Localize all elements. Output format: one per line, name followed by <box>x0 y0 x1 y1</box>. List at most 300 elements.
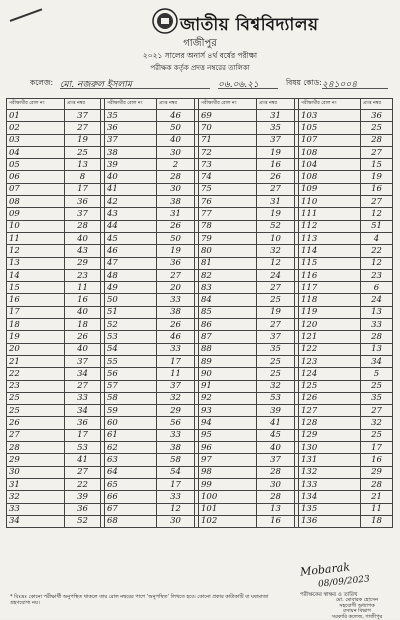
mark-cell: 29 <box>65 257 101 269</box>
roll-number-cell: 18 <box>7 319 65 331</box>
table-row <box>7 220 393 232</box>
mark-cell: 46 <box>157 110 195 122</box>
roll-number-cell: 97 <box>199 454 257 466</box>
roll-number-cell: 23 <box>7 380 65 392</box>
mark-cell: 19 <box>257 146 295 158</box>
roll-number-cell: 76 <box>199 196 257 208</box>
roll-number-cell: 91 <box>199 380 257 392</box>
mark-cell: 19 <box>257 306 295 318</box>
roll-number-cell: 20 <box>7 343 65 355</box>
mark-cell: 25 <box>257 355 295 367</box>
roll-number-cell: 80 <box>199 245 257 257</box>
exam-title: ২০২১ সালের অনার্স ৪র্থ বর্ষের পরীক্ষা <box>142 51 258 60</box>
roll-number-cell: 86 <box>199 319 257 331</box>
roll-number-cell: 31 <box>7 478 65 490</box>
university-logo-icon <box>152 8 178 34</box>
mark-cell: 30 <box>157 515 195 527</box>
mark-cell: 21 <box>361 491 393 503</box>
mark-cell: 16 <box>361 454 393 466</box>
roll-number-cell: 16 <box>7 294 65 306</box>
roll-number-cell: 10 <box>7 220 65 232</box>
mark-cell: 43 <box>65 245 101 257</box>
roll-number-cell: 59 <box>105 405 157 417</box>
table-row <box>7 405 393 417</box>
roll-number-cell: 62 <box>105 442 157 454</box>
roll-number-cell: 70 <box>199 122 257 134</box>
roll-number-cell: 12 <box>7 245 65 257</box>
roll-number-cell: 56 <box>105 368 157 380</box>
roll-number-cell: 122 <box>299 343 361 355</box>
roll-number-cell: 119 <box>299 306 361 318</box>
roll-number-cell: 14 <box>7 269 65 281</box>
roll-number-cell: 117 <box>299 282 361 294</box>
roll-number-cell: 22 <box>7 368 65 380</box>
mark-cell: 16 <box>65 294 101 306</box>
roll-number-cell: 35 <box>105 110 157 122</box>
roll-number-cell: 115 <box>299 257 361 269</box>
mark-cell: 36 <box>157 257 195 269</box>
mark-cell: 40 <box>65 232 101 244</box>
mark-cell: 36 <box>65 196 101 208</box>
roll-number-cell: 112 <box>299 220 361 232</box>
roll-number-cell: 83 <box>199 282 257 294</box>
mark-cell: 56 <box>157 417 195 429</box>
header-mark-1: প্রাপ্ত নম্বর <box>65 99 101 110</box>
mark-cell: 45 <box>257 429 295 441</box>
table-row <box>7 183 393 195</box>
mark-cell: 19 <box>157 245 195 257</box>
roll-number-cell: 89 <box>199 355 257 367</box>
mark-cell: 17 <box>157 478 195 490</box>
roll-number-cell: 101 <box>199 503 257 515</box>
mark-cell: 25 <box>361 429 393 441</box>
table-row <box>7 245 393 257</box>
roll-number-cell: 133 <box>299 478 361 490</box>
table-row <box>7 257 393 269</box>
roll-number-cell: 79 <box>199 232 257 244</box>
roll-number-cell: 19 <box>7 331 65 343</box>
mark-cell: 13 <box>361 343 393 355</box>
mark-cell: 25 <box>361 122 393 134</box>
mark-cell: 22 <box>65 478 101 490</box>
mark-cell: 39 <box>65 491 101 503</box>
mark-cell: 40 <box>65 343 101 355</box>
roll-number-cell: 49 <box>105 282 157 294</box>
roll-number-cell: 42 <box>105 196 157 208</box>
table-row <box>7 355 393 367</box>
header-mark-4: প্রাপ্ত নম্বর <box>361 99 393 110</box>
roll-number-cell: 99 <box>199 478 257 490</box>
mark-cell: 32 <box>157 392 195 404</box>
mark-cell: 16 <box>257 159 295 171</box>
roll-number-cell: 32 <box>7 491 65 503</box>
sheet-title: পরীক্ষক কর্তৃক প্রদত্ত নম্বরের তালিকা <box>150 64 250 72</box>
mark-cell: 17 <box>157 355 195 367</box>
roll-number-cell: 130 <box>299 442 361 454</box>
roll-number-cell: 43 <box>105 208 157 220</box>
mark-cell: 19 <box>361 171 393 183</box>
mark-cell: 33 <box>65 392 101 404</box>
roll-number-cell: 04 <box>7 146 65 158</box>
roll-number-cell: 118 <box>299 294 361 306</box>
mark-cell: 17 <box>65 429 101 441</box>
mark-cell: 28 <box>361 134 393 146</box>
mark-cell: 32 <box>257 245 295 257</box>
roll-number-cell: 47 <box>105 257 157 269</box>
mark-cell: 40 <box>157 134 195 146</box>
mark-cell: 34 <box>361 355 393 367</box>
roll-number-cell: 116 <box>299 269 361 281</box>
table-row <box>7 429 393 441</box>
table-row <box>7 122 393 134</box>
table-row <box>7 282 393 294</box>
roll-number-cell: 105 <box>299 122 361 134</box>
table-row <box>7 478 393 490</box>
mark-cell: 12 <box>157 503 195 515</box>
roll-number-cell: 120 <box>299 319 361 331</box>
roll-number-cell: 29 <box>7 454 65 466</box>
mark-cell: 8 <box>65 171 101 183</box>
roll-number-cell: 37 <box>105 134 157 146</box>
table-row <box>7 146 393 158</box>
mark-cell: 50 <box>157 232 195 244</box>
roll-number-cell: 108 <box>299 171 361 183</box>
roll-number-cell: 87 <box>199 331 257 343</box>
roll-number-cell: 74 <box>199 171 257 183</box>
mark-cell: 35 <box>257 343 295 355</box>
table-row <box>7 159 393 171</box>
mark-cell: 28 <box>65 220 101 232</box>
roll-number-cell: 123 <box>299 355 361 367</box>
table-row <box>7 110 393 122</box>
examiner-stamp: মো. মোবারক হোসেন সহযোগী অধ্যাপক রসায়ন বিভাগ সরকারি কলেজ, গাজীপুর <box>331 597 383 620</box>
roll-number-cell: 69 <box>199 110 257 122</box>
roll-number-cell: 102 <box>199 515 257 527</box>
roll-number-cell: 25 <box>7 392 65 404</box>
roll-number-cell: 93 <box>199 405 257 417</box>
mark-cell: 27 <box>65 122 101 134</box>
mark-cell: 6 <box>361 282 393 294</box>
roll-number-cell: 50 <box>105 294 157 306</box>
mark-cell: 17 <box>361 442 393 454</box>
table-row <box>7 503 393 515</box>
marks-table <box>6 98 393 528</box>
roll-number-cell: 88 <box>199 343 257 355</box>
roll-number-cell: 11 <box>7 232 65 244</box>
table-row <box>7 466 393 478</box>
table-row <box>7 368 393 380</box>
mark-cell: 15 <box>361 159 393 171</box>
mark-cell: 52 <box>257 220 295 232</box>
mark-cell: 33 <box>157 429 195 441</box>
roll-number-cell: 67 <box>105 503 157 515</box>
subject-code-field <box>322 77 388 89</box>
roll-number-cell: 58 <box>105 392 157 404</box>
header-mark-2: প্রাপ্ত নম্বর <box>157 99 195 110</box>
roll-number-cell: 104 <box>299 159 361 171</box>
mark-cell: 41 <box>65 454 101 466</box>
mark-cell: 33 <box>157 294 195 306</box>
roll-number-cell: 44 <box>105 220 157 232</box>
table-row <box>7 515 393 527</box>
mark-cell: 12 <box>257 257 295 269</box>
mark-cell: 31 <box>257 196 295 208</box>
mark-cell: 25 <box>361 380 393 392</box>
table-header-row <box>7 99 393 110</box>
roll-number-cell: 114 <box>299 245 361 257</box>
mark-cell: 30 <box>157 183 195 195</box>
roll-number-cell: 100 <box>199 491 257 503</box>
table-row <box>7 171 393 183</box>
roll-number-cell: 17 <box>7 306 65 318</box>
mark-cell: 51 <box>361 220 393 232</box>
roll-number-cell: 06 <box>7 171 65 183</box>
subject-code-label: বিষয় কোড: <box>286 78 322 87</box>
roll-number-cell: 124 <box>299 368 361 380</box>
roll-number-cell: 128 <box>299 417 361 429</box>
mark-cell: 27 <box>65 466 101 478</box>
mark-cell: 27 <box>257 319 295 331</box>
roll-number-cell: 61 <box>105 429 157 441</box>
mark-cell: 35 <box>257 122 295 134</box>
footnote: * বিঃদ্রঃ কোনো পরীক্ষার্থী অনুপস্থিত থাকলে তার রোল নম্বরের পাশে ‘অনুপস্থিত’ লিখতে হবে। কোনো প্রকার কাটাকাটি বা ঘষামাজা গ্রহণযোগ্য নয়। <box>10 594 269 606</box>
table-row <box>7 269 393 281</box>
college-label: কলেজ: <box>30 78 54 87</box>
mark-cell: 25 <box>257 368 295 380</box>
roll-number-cell: 27 <box>7 429 65 441</box>
roll-number-cell: 64 <box>105 466 157 478</box>
mark-cell: 26 <box>157 220 195 232</box>
mark-cell: 17 <box>65 183 101 195</box>
table-row <box>7 294 393 306</box>
mark-cell: 19 <box>65 134 101 146</box>
mark-cell: 40 <box>257 442 295 454</box>
mark-cell: 53 <box>65 442 101 454</box>
mark-cell: 31 <box>157 208 195 220</box>
roll-number-cell: 78 <box>199 220 257 232</box>
mark-cell: 34 <box>65 405 101 417</box>
roll-number-cell: 95 <box>199 429 257 441</box>
college-field <box>60 77 210 89</box>
roll-number-cell: 135 <box>299 503 361 515</box>
mark-cell: 39 <box>257 405 295 417</box>
signature-date: 08/09/2023 <box>317 574 371 590</box>
table-row <box>7 380 393 392</box>
roll-number-cell: 129 <box>299 429 361 441</box>
header-roll-1: পরীক্ষার্থীর রোল নং <box>7 99 65 110</box>
mark-cell: 30 <box>157 146 195 158</box>
mark-cell: 50 <box>157 122 195 134</box>
roll-number-cell: 54 <box>105 343 157 355</box>
examiner-signature: Mobarak <box>299 560 351 579</box>
mark-cell: 26 <box>157 319 195 331</box>
mark-cell: 22 <box>361 245 393 257</box>
roll-number-cell: 72 <box>199 146 257 158</box>
date-value: ০৬.০৬.২১ <box>218 80 259 90</box>
table-row <box>7 232 393 244</box>
college-value: মো. নজরুল ইসলাম <box>60 80 132 90</box>
roll-number-cell: 28 <box>7 442 65 454</box>
mark-cell: 28 <box>361 478 393 490</box>
mark-cell: 46 <box>157 331 195 343</box>
table-row <box>7 454 393 466</box>
subject-code-value: ২৪১০০৪ <box>322 80 358 90</box>
roll-number-cell: 113 <box>299 232 361 244</box>
university-name: জাতীয় বিশ্ববিদ্যালয় <box>180 15 319 35</box>
roll-number-cell: 71 <box>199 134 257 146</box>
roll-number-cell: 57 <box>105 380 157 392</box>
roll-number-cell: 21 <box>7 355 65 367</box>
roll-number-cell: 25 <box>7 405 65 417</box>
roll-number-cell: 94 <box>199 417 257 429</box>
date-field <box>218 77 278 89</box>
mark-cell: 4 <box>361 232 393 244</box>
mark-cell: 13 <box>257 503 295 515</box>
roll-number-cell: 15 <box>7 282 65 294</box>
roll-number-cell: 108 <box>299 146 361 158</box>
city-name: গাজীপুর <box>183 38 217 49</box>
roll-number-cell: 126 <box>299 392 361 404</box>
roll-number-cell: 73 <box>199 159 257 171</box>
mark-cell: 41 <box>257 417 295 429</box>
mark-cell: 19 <box>257 208 295 220</box>
roll-number-cell: 63 <box>105 454 157 466</box>
mark-cell: 13 <box>361 306 393 318</box>
roll-number-cell: 52 <box>105 319 157 331</box>
mark-cell: 16 <box>361 183 393 195</box>
mark-cell: 23 <box>361 269 393 281</box>
roll-number-cell: 111 <box>299 208 361 220</box>
mark-cell: 38 <box>157 196 195 208</box>
mark-cell: 18 <box>361 515 393 527</box>
roll-number-cell: 08 <box>7 196 65 208</box>
roll-number-cell: 38 <box>105 146 157 158</box>
roll-number-cell: 46 <box>105 245 157 257</box>
mark-cell: 10 <box>257 232 295 244</box>
mark-cell: 30 <box>257 478 295 490</box>
mark-cell: 36 <box>65 503 101 515</box>
roll-number-cell: 66 <box>105 491 157 503</box>
mark-cell: 23 <box>65 269 101 281</box>
roll-number-cell: 07 <box>7 183 65 195</box>
mark-cell: 28 <box>257 466 295 478</box>
roll-number-cell: 127 <box>299 405 361 417</box>
roll-number-cell: 36 <box>105 122 157 134</box>
mark-cell: 32 <box>257 380 295 392</box>
mark-cell: 2 <box>157 159 195 171</box>
mark-cell: 20 <box>157 282 195 294</box>
mark-cell: 38 <box>157 306 195 318</box>
roll-number-cell: 01 <box>7 110 65 122</box>
roll-number-cell: 82 <box>199 269 257 281</box>
roll-number-cell: 53 <box>105 331 157 343</box>
mark-cell: 53 <box>257 392 295 404</box>
mark-cell: 25 <box>257 294 295 306</box>
table-row <box>7 343 393 355</box>
roll-number-cell: 81 <box>199 257 257 269</box>
roll-number-cell: 34 <box>7 515 65 527</box>
mark-cell: 32 <box>361 417 393 429</box>
mark-cell: 26 <box>65 331 101 343</box>
mark-cell: 31 <box>257 110 295 122</box>
table-row <box>7 319 393 331</box>
mark-cell: 33 <box>361 319 393 331</box>
mark-cell: 37 <box>157 380 195 392</box>
roll-number-cell: 136 <box>299 515 361 527</box>
mark-cell: 25 <box>65 146 101 158</box>
roll-number-cell: 41 <box>105 183 157 195</box>
roll-number-cell: 75 <box>199 183 257 195</box>
roll-number-cell: 103 <box>299 110 361 122</box>
mark-cell: 28 <box>157 171 195 183</box>
info-row <box>30 77 390 92</box>
roll-number-cell: 40 <box>105 171 157 183</box>
mark-cell: 28 <box>257 491 295 503</box>
roll-number-cell: 132 <box>299 466 361 478</box>
mark-cell: 35 <box>361 392 393 404</box>
roll-number-cell: 48 <box>105 269 157 281</box>
mark-cell: 34 <box>65 368 101 380</box>
mark-cell: 11 <box>361 503 393 515</box>
table-row <box>7 442 393 454</box>
roll-number-cell: 98 <box>199 466 257 478</box>
mark-cell: 13 <box>65 159 101 171</box>
mark-cell: 12 <box>361 208 393 220</box>
mark-cell: 16 <box>257 515 295 527</box>
mark-cell: 37 <box>257 134 295 146</box>
roll-number-cell: 02 <box>7 122 65 134</box>
mark-cell: 36 <box>361 110 393 122</box>
mark-cell: 18 <box>65 319 101 331</box>
roll-number-cell: 125 <box>299 380 361 392</box>
mark-cell: 24 <box>257 269 295 281</box>
mark-cell: 58 <box>157 454 195 466</box>
table-row <box>7 306 393 318</box>
mark-cell: 24 <box>361 294 393 306</box>
mark-cell: 26 <box>257 171 295 183</box>
mark-cell: 29 <box>157 405 195 417</box>
mark-cell: 38 <box>157 442 195 454</box>
roll-number-cell: 134 <box>299 491 361 503</box>
table-row <box>7 491 393 503</box>
mark-cell: 37 <box>257 331 295 343</box>
mark-cell: 52 <box>65 515 101 527</box>
mark-cell: 37 <box>65 208 101 220</box>
mark-cell: 33 <box>157 491 195 503</box>
roll-number-cell: 51 <box>105 306 157 318</box>
mark-cell: 11 <box>65 282 101 294</box>
corner-mark <box>10 8 45 27</box>
header-mark-3: প্রাপ্ত নম্বর <box>257 99 295 110</box>
table-row <box>7 331 393 343</box>
roll-number-cell: 13 <box>7 257 65 269</box>
mark-cell: 37 <box>65 355 101 367</box>
roll-number-cell: 05 <box>7 159 65 171</box>
roll-number-cell: 55 <box>105 355 157 367</box>
mark-cell: 27 <box>361 405 393 417</box>
roll-number-cell: 110 <box>299 196 361 208</box>
mark-cell: 27 <box>157 269 195 281</box>
mark-cell: 54 <box>157 466 195 478</box>
mark-cell: 36 <box>65 417 101 429</box>
mark-cell: 27 <box>361 196 393 208</box>
roll-number-cell: 39 <box>105 159 157 171</box>
roll-number-cell: 30 <box>7 466 65 478</box>
roll-number-cell: 77 <box>199 208 257 220</box>
table-row <box>7 134 393 146</box>
roll-number-cell: 65 <box>105 478 157 490</box>
roll-number-cell: 60 <box>105 417 157 429</box>
